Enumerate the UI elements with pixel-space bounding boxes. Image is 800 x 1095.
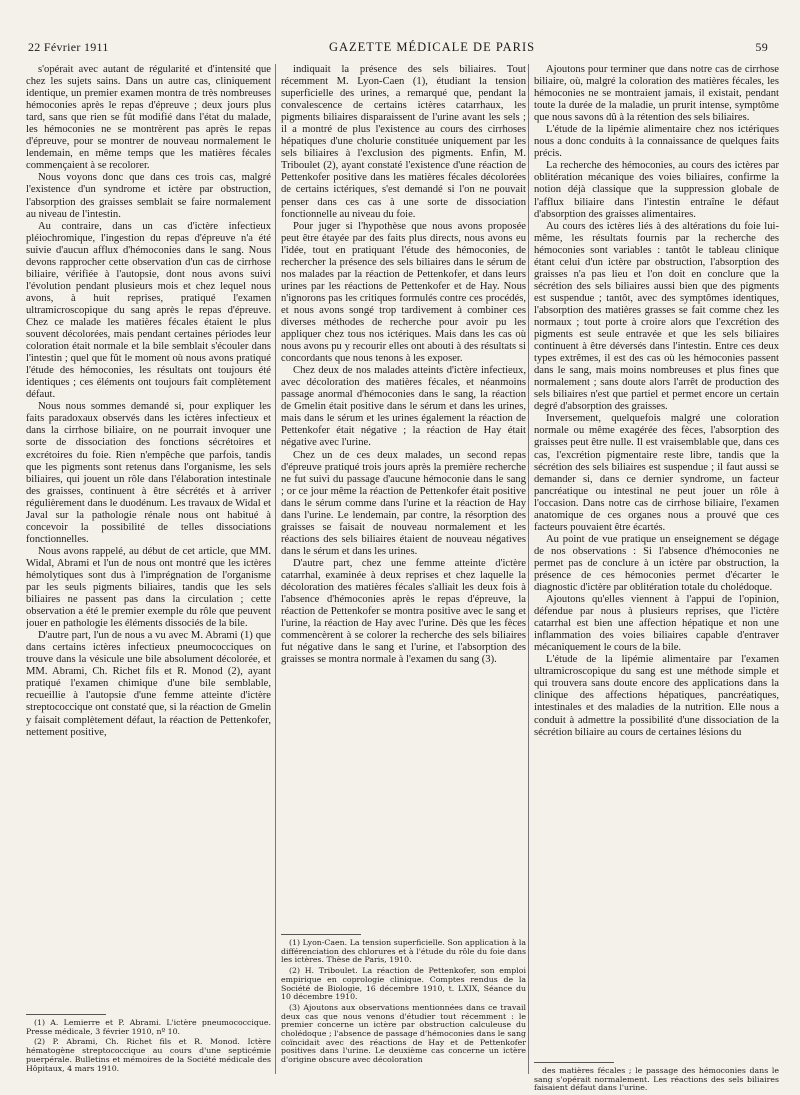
running-header: [28, 40, 768, 58]
paragraph: L'étude de la lipémie alimentaire chez nos ictériques nous a donc conduits à la connaissance de quelques faits précis.: [534, 124, 779, 160]
paragraph: Nous avons rappelé, au début de cet article, que MM. Widal, Abrami et l'un de nous ont montré que les ictères hémolytiques sont dus à l'imprégnation de l'organisme par les seuls pigments biliaires, tandis que les sels biliaires ne passent pas dans la circulation ; cette observation a été le premier exemple du rôle que peuvent jouer en pathologie les éléments dissociés de la bile.: [26, 545, 271, 630]
footnotes-column-2: [281, 928, 526, 1067]
paragraph: Nous nous sommes demandé si, pour expliquer les faits paradoxaux observés dans les ictères infectieux et dans la cirrhose biliaire, on ne pourrait invoquer une sorte de dissociation des fonctions sécrétoires et excrétoires du foie. Rien n'empêche que parfois, tandis que les pigments sont retenus dans l'organisme, les sels biliaires, qui jouent un rôle dans l'élaboration intestinale des graisses, continuent à être sécrétés et à arriver régulièrement dans le duodénum. Les travaux de Widal et Javal sur la pathologie rénale nous ont habitué à concevoir la possibilité de telles dissociations fonctionnelles.: [26, 401, 271, 545]
paragraph: Ajoutons qu'elles viennent à l'appui de l'opinion, défendue par nous à plusieurs reprises, que l'ictère catarrhal est bien une affection hépatique et non une inflammation des voies biliaires capable d'entraver mécaniquement le cours de la bile.: [534, 594, 779, 654]
paragraph: Au point de vue pratique un enseignement se dégage de nos observations : Si l'absence d'hémoconies ne permet pas de conclure à un ictère par obstruction, la présence de ces hémoconies permet d'écarter le diagnostic d'ictère par oblitération totale du cholédoque.: [534, 533, 779, 594]
footnotes-column-1: [26, 1008, 271, 1075]
footnote: (1) A. Lemierre et P. Abrami. L'ictère pneumococcique. Presse médicale, 3 février 1910, nº 10.: [26, 1018, 271, 1036]
paragraph: Nous voyons donc que dans ces trois cas, malgré l'existence d'un syndrome et ictère par obstruction, l'absorption des graisses semblait se faire normalement au niveau de l'intestin.: [26, 172, 271, 220]
paragraph: s'opérait avec autant de régularité et d'intensité que chez les sujets sains. Dans un autre cas, cliniquement identique, un premier examen montra de très nombreuses hémoconies après le repas d'épreuve ; deux jours plus tard, sans que rien se fût modifié dans l'état du malade, les hémoconies ne se montrèrent pas après le repas d'épreuve, pour se montrer de nouveau normalement le lendemain, en même temps que les matières fécales commençaient à se recolorer.: [26, 64, 271, 172]
footnote: (1) Lyon-Caen. La tension superficielle. Son application à la différenciation des chlorures et à l'étude du rôle du foie dans les ictères. Thèse de Paris, 1910.: [281, 938, 526, 965]
paragraph: D'autre part, l'un de nous a vu avec M. Abrami (1) que dans certains ictères infectieux pneumococciques on trouve dans la vésicule une bile absolument décolorée, et MM. Abrami, Ch. Richet fils et R. Monod (2), ayant pratiqué l'examen chimique d'une bile semblable, recueillie à l'autopsie d'une femme atteinte d'ictère streptococcique ont constaté que, si la réaction de Gmelin y faisait complètement défaut, la réaction de Pettenkofer, nettement positive,: [26, 630, 271, 738]
paragraph: indiquait la présence des sels biliaires. Tout récemment M. Lyon-Caen (1), étudiant la tension superficielle des urines, a remarqué que, pendant la convalescence de certains ictères catarrhaux, les pigments biliaires disparaissent de l'urine avant les sels ; il a montré de plus l'existence au cours des cirrhoses hépatiques d'une cholurie constituée uniquement par les sels biliaires à l'exclusion des pigments. Enfin, M. Triboulet (2), ayant constaté l'existence d'une réaction de Pettenkofer positive dans les matières fécales décolorées de certains ictériques, s'est demandé si l'on ne pouvait penser dans ces cas à une sorte de dissociation fonctionnelle au niveau du foie.: [281, 64, 526, 220]
journal-title: GAZETTE MÉDICALE DE PARIS: [328, 40, 536, 54]
paragraph: L'étude de la lipémie alimentaire par l'examen ultramicroscopique du sang est une méthode simple et qui trouvera sans doute encore des applications dans la clinique des affections hépatiques, pancréatiques, intestinales et des maladies de la nutrition. Elle nous a conduit à admettre la possibilité d'une dissociation de la sécrétion biliaire au cours de certaines lésions du: [534, 654, 779, 738]
footnotes-column-3: [534, 1056, 779, 1095]
text-column-3: [534, 64, 779, 1074]
paragraph: Au contraire, dans un cas d'ictère infectieux pléiochromique, l'ingestion du repas d'épreuve n'a été suivie d'aucun afflux d'hémoconies dans le sang. Nous devons rapprocher cette observation d'un cas de cirrhose biliaire, vérifiée à l'autopsie, dont nous avons suivi l'évolution pendant plusieurs mois et chez lequel nous avons, à huit reprises, pratiqué l'examen ultramicroscopique du sang après le repas d'épreuve. Chez ce malade les matières fécales étaient le plus souvent décolorées, mais pendant certaines périodes leur coloration était normale et la bile semblait s'écouler dans l'intestin ; quel que fût le moment où nous avons pratiqué l'étude des hémoconies, les résultats ont toujours été identiques ; ces éléments ont toujours fait complètement défaut.: [26, 220, 271, 401]
paragraph: Inversement, quelquefois malgré une coloration normale ou même exagérée des fèces, l'absorption des graisses peut être nulle. Il est vraisemblable que, dans ces cas, l'excrétion pigmentaire reste libre, tandis que la sécrétion des sels biliaires est suspendue ; il faut aussi se demander si, dans ce dernier syndrome, un facteur pancréatique ou intestinal ne peut jouer un rôle à l'occasion. Dans notre cas de cirrhose biliaire, l'examen anatomique de ces organes nous a prouvé que ces facteurs pouvaient être écartés.: [534, 413, 779, 533]
paragraph: Pour juger si l'hypothèse que nous avons proposée peut être étayée par des faits plus directs, nous avons eu l'idée, tout en pratiquant l'étude des hémoconies, de rechercher la présence des sels biliaires dans le sérum de nos malades par la réaction de Pettenkofer, et dans leurs urines par les réactions de Pettenkofer et de Hay. Nous n'ignorons pas les critiques formulés contre ces procédés, et nous avons songé trop tardivement à combiner ces diverses méthodes de recherche pour avoir pu les appliquer chez tous nos ictériques. Mais dans les cas où nous avons pu y recourir elles ont abouti à des résultats si concordants que nous tenons à les exposer.: [281, 220, 526, 365]
footnote-rule: [534, 1062, 614, 1063]
column-divider: [528, 64, 529, 1074]
paragraph: La recherche des hémoconies, au cours des ictères par oblitération mécanique des voies biliaires, confirme la notion déjà classique que la suppression globale de l'afflux biliaire dans l'intestin entraîne le défaut d'absorption des graisses alimentaires.: [534, 160, 779, 220]
paragraph: Au cours des ictères liés à des altérations du foie lui-même, les résultats fournis par la recherche des hémoconies sont variables : tantôt le tableau clinique étant celui d'un ictère par obstruction, l'absorption des graisses n'a pas lieu et l'on doit en conclure que la sécrétion des sels biliaires aussi bien que des pigments est suspendue ; tantôt, avec des symptômes identiques, l'absorption des matières grasses se fait comme chez les normaux ; tout porte à croire alors que l'excrétion des pigments est seule entravée et que les sels biliaires continuent à être déversés dans l'intestin. Entre ces deux types extrêmes, il est des cas où les hémoconies passent dans le sang, mais moins nombreuses et plus fines que normalement ; sans doute alors l'arrêt de production des sels biliaires n'est que partiel et permet encore un certain degré d'absorption des graisses.: [534, 220, 779, 413]
page-number: 59: [755, 40, 768, 54]
issue-date: 22 Février 1911: [28, 40, 109, 54]
paragraph: Ajoutons pour terminer que dans notre cas de cirrhose biliaire, où, malgré la coloration des matières fécales, les hémoconies ne se montraient jamais, il existait, pendant toute la durée de la maladie, un prurit intense, symptôme que nous savons dû à la rétention des sels biliaires.: [534, 64, 779, 124]
footnote: (2) H. Triboulet. La réaction de Pettenkofer, son emploi empirique en coprologie clinique. Comptes rendus de la Société de Biologie, 16 décembre 1910, t. LXIX, Séance du 10 décembre 1910.: [281, 966, 526, 1002]
paragraph: D'autre part, chez une femme atteinte d'ictère catarrhal, examinée à deux reprises et chez laquelle la décoloration des matières fécales s'alliait les deux fois à l'absence d'hémoconies après le repas d'épreuve, la réaction de Pettenkofer se montra positive avec le sang et l'urine, la réaction de Hay avec l'urine. Dès que les fèces commencèrent à se colorer la recherche des sels biliaires fut négative dans le sang et l'urine, et l'absorption des graisses se montra normale à l'examen du sang (3).: [281, 557, 526, 666]
footnote: des matières fécales ; le passage des hémoconies dans le sang s'opérait normalement. Les réactions des sels biliaires faisaient défaut dans l'urine.: [534, 1066, 779, 1093]
footnote-rule: [26, 1014, 106, 1015]
paragraph: Chez deux de nos malades atteints d'ictère infectieux, avec décoloration des matières fécales, et néanmoins passage anormal d'hémoconies dans le sang, la réaction de Gmelin était positive dans le sérum et dans les urines, mais dans le sérum et les urines également la réaction de Pettenkofer était négative ; la réaction de Hay était négative avec l'urine.: [281, 365, 526, 449]
footnote-rule: [281, 934, 361, 935]
column-divider: [275, 64, 276, 1074]
text-column-2: [281, 64, 526, 924]
footnote: (3) Ajoutons aux observations mentionnées dans ce travail deux cas que nous venons d'étudier tout récemment : le premier concerne un ictère par obstruction calculeuse du cholédoque ; l'absence de passage d'hémoconies dans le sang coïncidait avec des réactions de Hay et de Pettenkofer positives dans l'urine. Le deuxième cas concerne un ictère d'origine obscure avec décoloration: [281, 1002, 526, 1065]
paragraph: Chez un de ces deux malades, un second repas d'épreuve pratiqué trois jours après la première recherche ne fut suivi du passage d'aucune hémoconie dans le sang ; or ce jour même la réaction de Pettenkofer était positive dans le sérum comme dans l'urine et la réaction de Hay dans l'urine. Le lendemain, par contre, la résorption des graisses se faisait de nouveau normalement et les réactions des sels biliaires étaient de nouveau négatives dans le sérum et dans les urines.: [281, 449, 526, 557]
footnote: (2) P. Abrami, Ch. Richet fils et R. Monod. Ictère hématogène streptococcique au cours d'une septicémie puerpérale. Bulletins et mémoires de la Société médicale des Hôpitaux, 4 mars 1910.: [26, 1037, 271, 1073]
text-column-1: [26, 64, 271, 1074]
